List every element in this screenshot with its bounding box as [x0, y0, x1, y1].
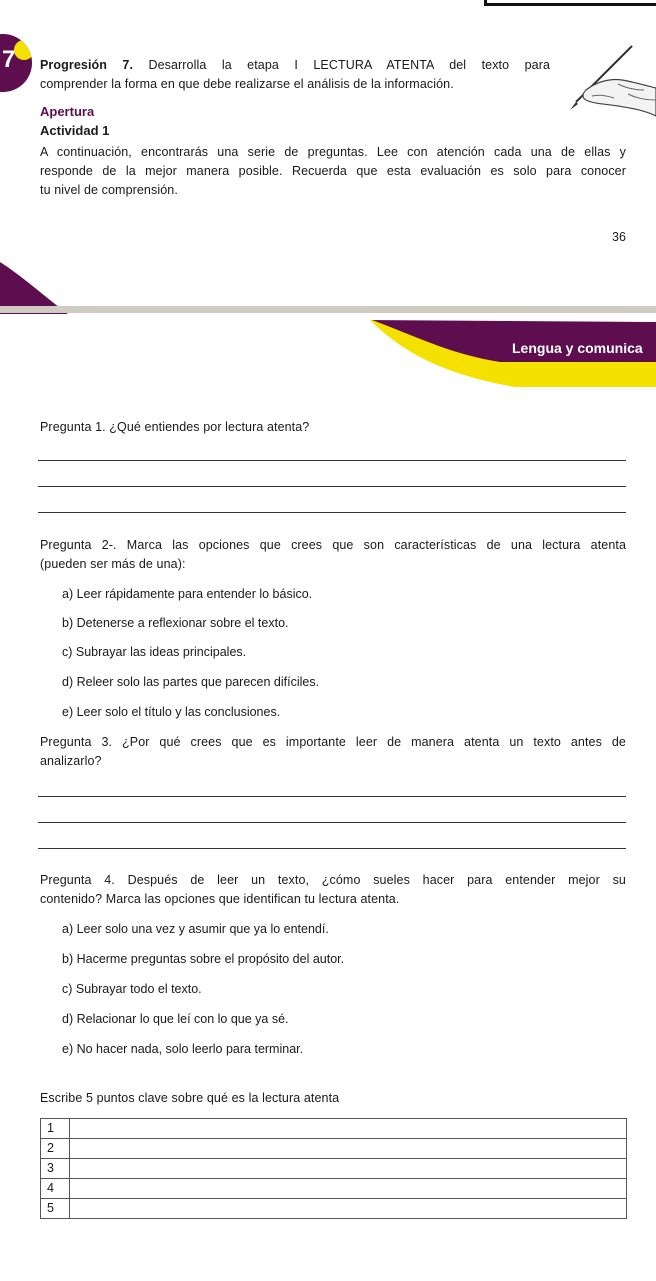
key-point-cell[interactable]	[70, 1119, 627, 1139]
question-2-line-1: Pregunta 2-. Marca las opciones que crees que son características de una lectura atenta	[40, 538, 626, 552]
key-points-prompt: Escribe 5 puntos clave sobre qué es la lectura atenta	[40, 1091, 340, 1105]
question-3-line-2: analizarlo?	[40, 754, 102, 768]
answer-line[interactable]	[38, 486, 626, 487]
row-number: 3	[41, 1159, 70, 1179]
question-4-line-2: contenido? Marca las opciones que identifican tu lectura atenta.	[40, 892, 400, 906]
intro-line-3: tu nivel de comprensión.	[40, 183, 178, 197]
page-number: 36	[612, 230, 626, 244]
unit-badge	[0, 34, 32, 92]
answer-line[interactable]	[38, 796, 626, 797]
table-row	[41, 1159, 627, 1179]
top-frame	[484, 0, 656, 6]
activity-title: Actividad 1	[40, 123, 110, 138]
table-row	[41, 1199, 627, 1219]
option-item[interactable]: e) Leer solo el título y las conclusiones.	[62, 705, 281, 719]
row-number: 4	[41, 1179, 70, 1199]
option-item[interactable]: d) Relacionar lo que leí con lo que ya sé.	[62, 1012, 289, 1026]
section-title: Apertura	[40, 104, 95, 119]
answer-line[interactable]	[38, 848, 626, 849]
unit-number: 7	[2, 46, 16, 73]
option-item[interactable]: d) Releer solo las partes que parecen difíciles.	[62, 675, 320, 689]
progression-label: Progresión 7.	[40, 58, 134, 72]
progression-heading	[40, 56, 550, 75]
option-item[interactable]: a) Leer rápidamente para entender lo básico.	[62, 587, 313, 601]
table-row	[41, 1139, 627, 1159]
answer-line[interactable]	[38, 460, 626, 461]
row-number: 1	[41, 1119, 70, 1139]
intro-line-1: A continuación, encontrarás una serie de preguntas. Lee con atención cada una de ellas y	[40, 145, 626, 159]
progression-line1: Desarrolla la etapa I LECTURA ATENTA del texto para	[148, 58, 551, 72]
hand-writing-icon	[556, 44, 656, 118]
option-item[interactable]: b) Detenerse a reflexionar sobre el texto.	[62, 616, 289, 630]
option-item[interactable]: c) Subrayar las ideas principales.	[62, 645, 247, 659]
table-row	[41, 1179, 627, 1199]
question-4-line-1: Pregunta 4. Después de leer un texto, ¿cómo sueles hacer para entender mejor su	[40, 873, 626, 887]
question-3-line-1: Pregunta 3. ¿Por qué crees que es importante leer de manera atenta un texto antes de	[40, 735, 626, 749]
option-item[interactable]: c) Subrayar todo el texto.	[62, 982, 202, 996]
intro-line-2: responde de la mejor manera posible. Recuerda que esta evaluación es solo para conocer	[40, 164, 626, 178]
option-item[interactable]: a) Leer solo una vez y asumir que ya lo entendí.	[62, 922, 329, 936]
option-item[interactable]: e) No hacer nada, solo leerlo para terminar.	[62, 1042, 304, 1056]
answer-line[interactable]	[38, 822, 626, 823]
question-1: Pregunta 1. ¿Qué entiendes por lectura atenta?	[40, 420, 310, 434]
row-number: 5	[41, 1199, 70, 1219]
key-point-cell[interactable]	[70, 1139, 627, 1159]
key-points-table	[40, 1118, 627, 1219]
row-number: 2	[41, 1139, 70, 1159]
key-point-cell[interactable]	[70, 1199, 627, 1219]
banner-decoration	[0, 258, 656, 390]
banner-title: Lengua y comunica	[512, 340, 643, 356]
option-item[interactable]: b) Hacerme preguntas sobre el propósito del autor.	[62, 952, 345, 966]
answer-line[interactable]	[38, 512, 626, 513]
key-point-cell[interactable]	[70, 1159, 627, 1179]
table-row	[41, 1119, 627, 1139]
progression-line2: comprender la forma en que debe realizarse el análisis de la información.	[40, 77, 454, 91]
key-point-cell[interactable]	[70, 1179, 627, 1199]
question-2-line-2: (pueden ser más de una):	[40, 557, 186, 571]
